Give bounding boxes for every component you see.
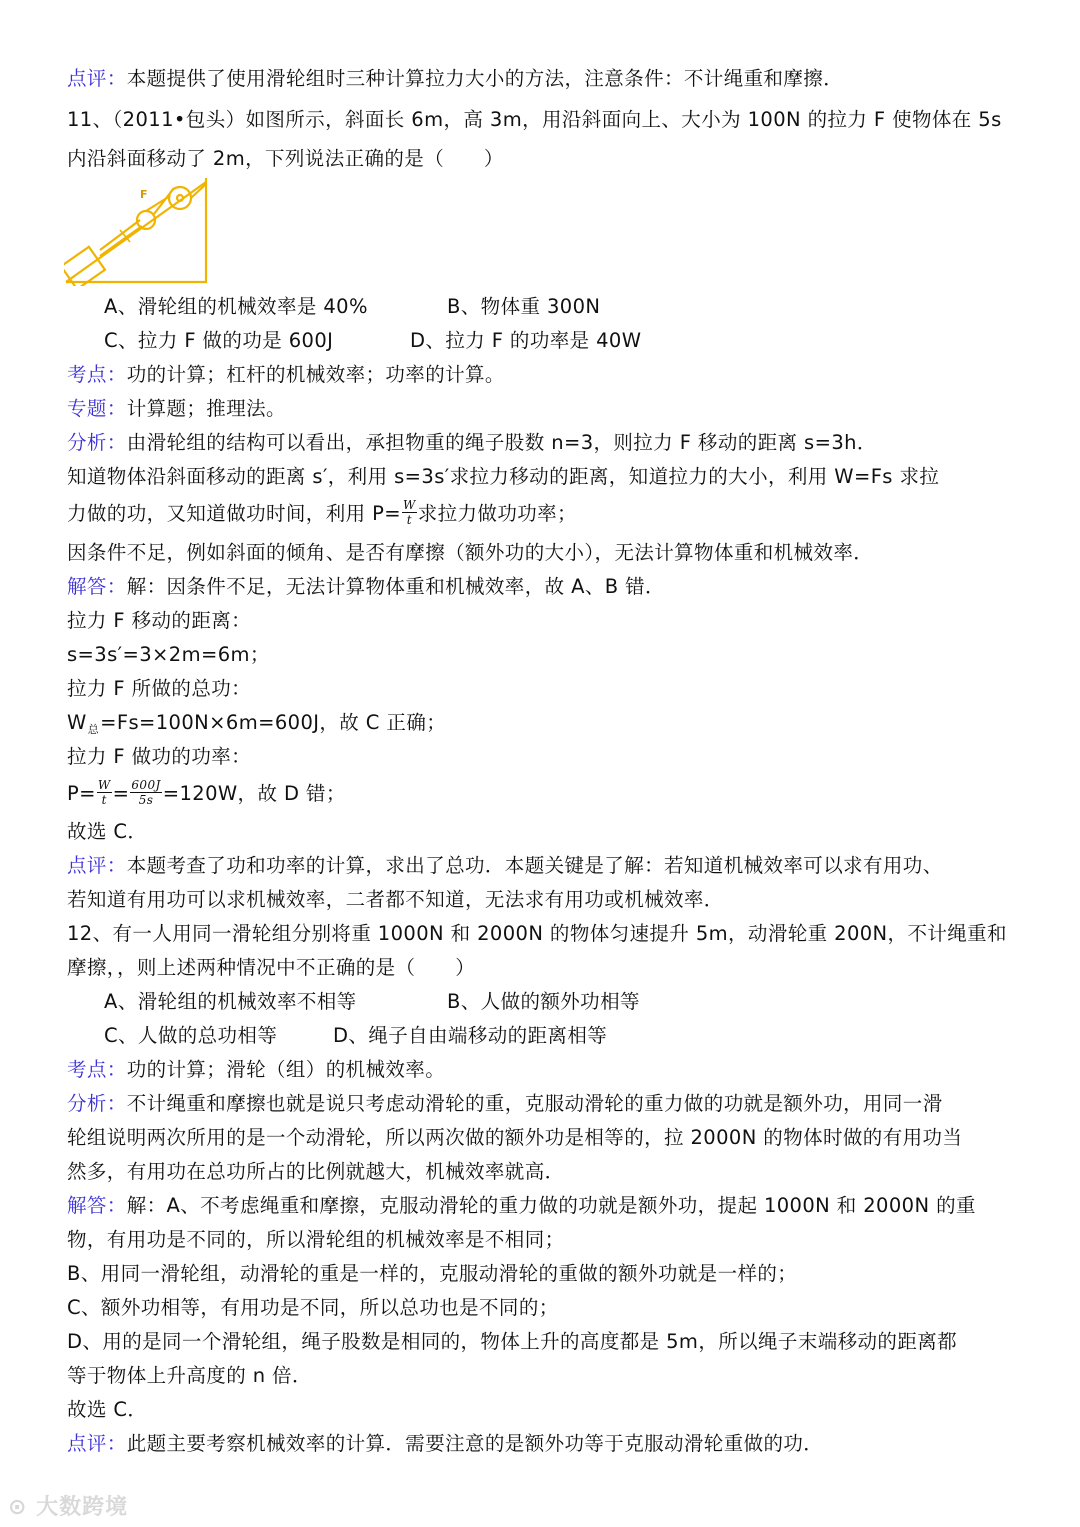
jieda-text5a: W	[67, 711, 87, 734]
q11-stem-line2: 内沿斜面移动了 2m，下列说法正确的是（ ）	[67, 147, 504, 170]
dianping2-text: 此题主要考察机械效率的计算．需要注意的是额外功等于克服动滑轮重做的功．	[126, 1432, 824, 1455]
comment-line	[67, 62, 1022, 96]
jieda2-line2: 物，有用功是不同的，所以滑轮组的机械效率是不相同；	[67, 1228, 565, 1251]
jieda-subscript-total: 总	[87, 723, 100, 736]
fraction-denominator: 5s	[138, 793, 154, 807]
q11-stem-line1: 11、（2011•包头）如图所示，斜面长 6m，高 3m，用沿斜面向上、大小为 100N 的拉力 F 使物体在 5s	[67, 108, 1002, 131]
fraction-numerator: W	[97, 778, 111, 792]
fenxi2-text1: 不计绳重和摩擦也就是说只考虑动滑轮的重，克服动滑轮的重力做的功就是额外功，用同一滑	[126, 1092, 943, 1115]
fenxi-line2: 知道物体沿斜面移动的距离 s′，利用 s=3s′求拉力移动的距离，知道拉力的大小，利用 W=Fs 求拉	[67, 465, 940, 488]
jieda-line3: s=3s′=3×2m=6m；	[67, 643, 270, 666]
jieda-line6: 拉力 F 做功的功率：	[67, 745, 252, 768]
dianping2-line	[67, 1427, 1022, 1461]
fenxi-tag: 分析：	[67, 431, 127, 454]
fraction-w-over-t	[402, 498, 417, 527]
watermark	[8, 1490, 128, 1521]
jieda-line4: 拉力 F 所做的总功：	[67, 677, 252, 700]
jieda-text1: 解：因条件不足，无法计算物体重和机械效率，故 A、B 错．	[126, 575, 665, 598]
fraction-numerator: 600J	[131, 778, 161, 792]
fenxi-text3b: 求拉力做功功率；	[417, 502, 577, 525]
jieda2-line7: 故选 C．	[67, 1398, 148, 1421]
watermark-logo-icon: ⊙	[8, 1495, 28, 1520]
q12-option-a: A、滑轮组的机械效率不相等	[104, 990, 357, 1013]
fraction-denominator: t	[101, 793, 107, 807]
fenxi-text1: 由滑轮组的结构可以看出，承担物重的绳子股数 n=3，则拉力 F 移动的距离 s=3h．	[126, 431, 877, 454]
jieda2-tag: 解答：	[67, 1194, 127, 1217]
incline-slope	[66, 182, 206, 282]
kaodian-text: 功的计算；杠杆的机械效率；功率的计算。	[126, 363, 505, 386]
dianping2-tag: 点评：	[67, 1432, 127, 1455]
q11-option-a: A、滑轮组的机械效率是 40%	[104, 295, 368, 318]
q12-stem-line1: 12、有一人用同一滑轮组分别将重 1000N 和 2000N 的物体匀速提升 5m，动滑轮重 200N，不计绳重和	[67, 922, 1007, 945]
watermark-text: 大数跨境	[36, 1495, 129, 1520]
dianping-tag: 点评：	[67, 854, 127, 877]
fenxi2-line3: 然多，有用功在总功所占的比例就越大，机械效率就高．	[67, 1160, 565, 1183]
jieda-line1	[67, 570, 1022, 604]
jieda2-line5: D、用的是同一个滑轮组，绳子股数是相同的，物体上升的高度都是 5m，所以绳子末端移动的距离都	[67, 1330, 958, 1353]
q12-option-c: C、人做的总功相等	[104, 1024, 278, 1047]
jieda2-line1	[67, 1189, 1022, 1223]
fenxi2-tag: 分析：	[67, 1092, 127, 1115]
zhuanti-tag: 专题：	[67, 397, 127, 420]
jieda-text7a: P=	[67, 782, 96, 805]
fenxi2-line2: 轮组说明两次所用的是一个动滑轮，所以两次做的额外功是相等的，拉 2000N 的物体时做的有用功当	[67, 1126, 963, 1149]
jieda-line8: 故选 C．	[67, 820, 148, 843]
fraction-denominator: t	[406, 513, 412, 527]
fenxi-line1	[67, 426, 1022, 460]
kaodian2-line	[67, 1053, 1022, 1087]
jieda2-line4: C、额外功相等，有用功是不同，所以总功也是不同的；	[67, 1296, 559, 1319]
fenxi-line3	[67, 497, 1022, 531]
dianping-line1	[67, 849, 1022, 883]
q11-option-d: D、拉力 F 的功率是 40W	[410, 329, 642, 352]
q12-option-b: B、人做的额外功相等	[447, 990, 640, 1013]
fraction-600j-over-5s	[130, 778, 161, 807]
dianping-text1: 本题考查了功和功率的计算，求出了总功．本题关键是了解：若知道机械效率可以求有用功、	[126, 854, 943, 877]
jieda-text7b: =	[112, 782, 130, 805]
zhuanti-line	[67, 392, 1022, 426]
q11-option-b: B、物体重 300N	[447, 295, 601, 318]
fenxi-line4: 因条件不足，例如斜面的倾角、是否有摩擦（额外功的大小），无法计算物体重和机械效率．	[67, 541, 874, 564]
dianping-line2: 若知道有用功可以求机械效率，二者都不知道，无法求有用功或机械效率．	[67, 888, 724, 911]
jieda2-line3: B、用同一滑轮组，动滑轮的重是一样的，克服动滑轮的重做的额外功就是一样的；	[67, 1262, 798, 1285]
fraction-w-over-t-2	[97, 778, 112, 807]
fraction-numerator: W	[403, 498, 416, 512]
jieda-text5b: =Fs=100N×6m=600J，故 C 正确；	[100, 711, 447, 734]
jieda-line2: 拉力 F 移动的距离：	[67, 609, 252, 632]
kaodian-line	[67, 358, 1022, 392]
kaodian2-tag: 考点：	[67, 1058, 127, 1081]
block	[64, 247, 105, 286]
q12-stem-line2: 摩擦，，则上述两种情况中不正确的是（ ）	[67, 956, 476, 979]
force-label: F	[140, 188, 148, 201]
zhuanti-text: 计算题；推理法。	[126, 397, 286, 420]
incline-pulley-figure	[64, 176, 210, 286]
kaodian-tag: 考点：	[67, 363, 127, 386]
comment-text: 本题提供了使用滑轮组时三种计算拉力大小的方法，注意条件：不计绳重和摩擦．	[126, 67, 844, 90]
jieda-tag: 解答：	[67, 575, 127, 598]
comment-tag: 点评：	[67, 67, 127, 90]
jieda-text7c: =120W，故 D 错；	[162, 782, 346, 805]
fenxi2-line1	[67, 1087, 1022, 1121]
fenxi-text3a: 力做的功，又知道做功时间，利用 P=	[67, 502, 401, 525]
jieda-line7	[67, 777, 1022, 811]
q12-option-d: D、绳子自由端移动的距离相等	[333, 1024, 608, 1047]
jieda2-line6: 等于物体上升高度的 n 倍．	[67, 1364, 312, 1387]
kaodian2-text: 功的计算；滑轮（组）的机械效率。	[126, 1058, 446, 1081]
jieda2-text1: 解：A、不考虑绳重和摩擦，克服动滑轮的重力做的功就是额外功，提起 1000N 和 2000N 的重	[126, 1194, 976, 1217]
q11-option-c: C、拉力 F 做的功是 600J	[104, 329, 334, 352]
